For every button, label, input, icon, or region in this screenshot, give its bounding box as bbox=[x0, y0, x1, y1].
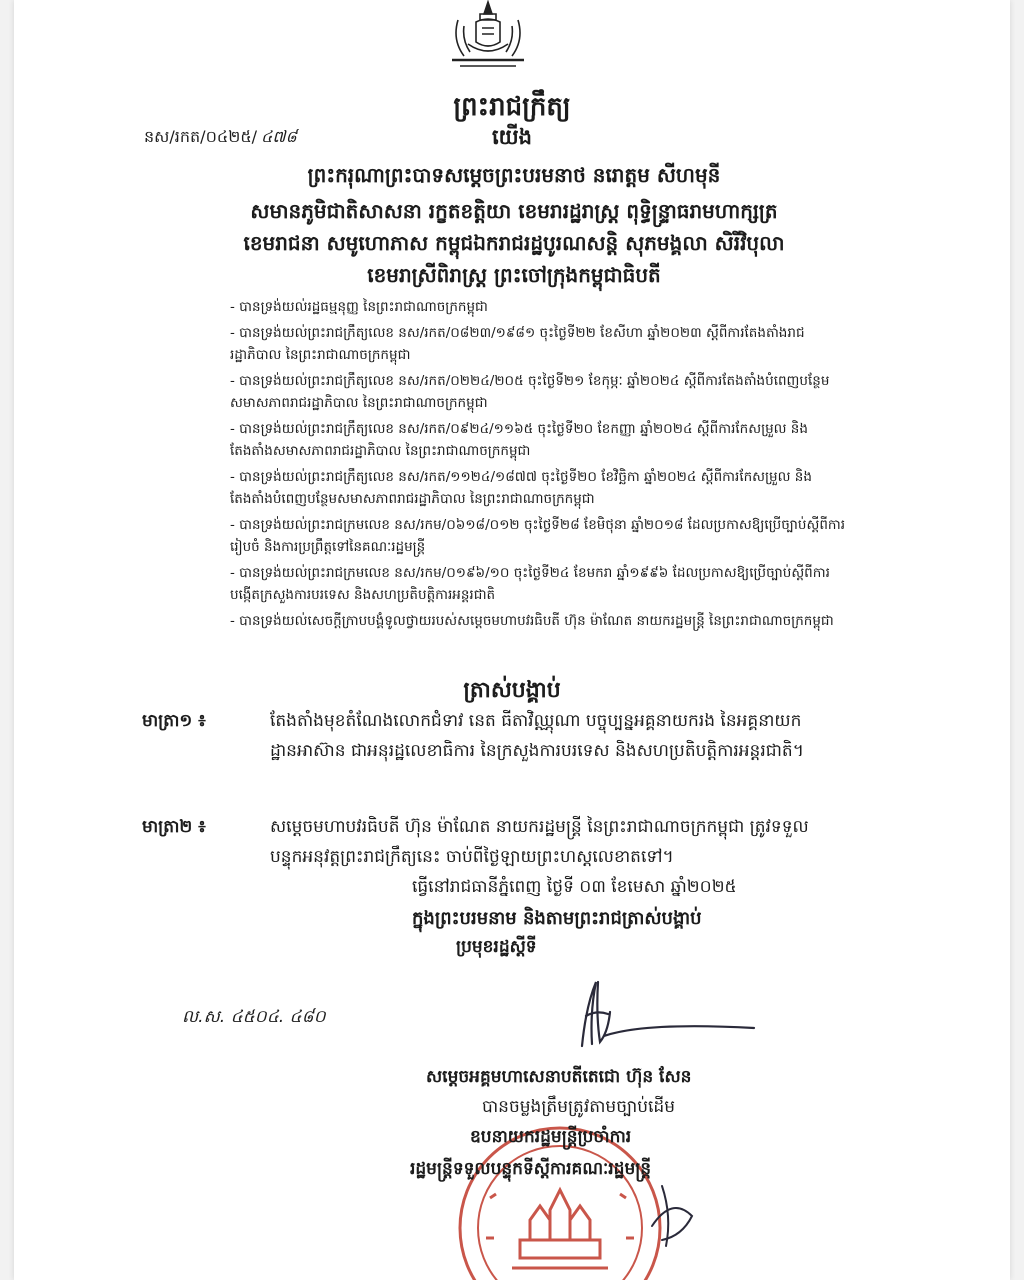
signing-authority-line-2: ប្រមុខរដ្ឋស្តីទី bbox=[456, 937, 537, 957]
royal-coat-of-arms-icon bbox=[438, 0, 538, 76]
recitals-list bbox=[230, 296, 850, 636]
certification-line: បានចម្លងត្រឹមត្រូវតាមច្បាប់ដើម bbox=[482, 1097, 675, 1117]
document-page bbox=[14, 0, 1010, 1280]
certifier-title-1: ឧបនាយករដ្ឋមន្ត្រីប្រចាំការ bbox=[470, 1127, 632, 1147]
recital-item: - បានទ្រង់យល់ព្រះរាជក្រមលេខ នស/រកម/០៦១៨/០១២ ចុះថ្ងៃទី២៨ ខែមិថុនា ឆ្នាំ២០១៨ ដែលប្រកាសឱ្យប្រើច្បាប់ស្តីពីការរៀបចំ និងការប្រព្រឹត្តទៅនៃគណៈរដ្ឋមន្ត្រី bbox=[230, 517, 846, 555]
article-text: សម្តេចមហាបវរធិបតី ហ៊ុន ម៉ាណែត នាយករដ្ឋមន្ត្រី នៃព្រះរាជាណាចក្រកម្ពុជា ត្រូវទទួលបន្ទុកអនុវត្តព្រះរាជក្រឹត្យនេះ ចាប់ពីថ្ងៃឡាយព្រះហស្តលេខាតទៅ។ bbox=[270, 817, 809, 867]
royal-title-line-1: ព្រះករុណាព្រះបាទសម្តេចព្រះបរមនាថ នរោត្តម សីហមុនី bbox=[307, 163, 721, 187]
recital-item: - បានទ្រង់យល់ព្រះរាជក្រឹត្យលេខ នស/រកត/០៩២៤/១១៦៥ ចុះថ្ងៃទី២០ ខែកញ្ញា ឆ្នាំ២០២៤ ស្តីពីការកែសម្រួល និងតែងតាំងសមាសភាពរាជរដ្ឋាភិបាល នៃព្រះរាជាណាចក្រកម្ពុជា bbox=[230, 421, 808, 459]
certifier-title-2: រដ្ឋមន្ត្រីទទួលបន្ទុកទីស្តីការគណៈរដ្ឋមន្ត្រី bbox=[410, 1159, 652, 1179]
royal-title-line-4: ខេមរាស្រីពិរាស្ត្រ ព្រះចៅក្រុងកម្ពុជាធិបតី bbox=[367, 263, 661, 287]
certifier-signature-icon bbox=[642, 1176, 732, 1256]
signatory-name: សម្តេចអគ្គមហាសេនាបតីតេជោ ហ៊ុន សែន bbox=[426, 1067, 692, 1087]
document-title: ព្រះរាជក្រឹត្យ bbox=[453, 92, 571, 122]
order-heading: ត្រាស់បង្គាប់ bbox=[463, 678, 561, 703]
recital-item: - បានទ្រង់យល់រដ្ឋធម្មនុញ្ញ នៃព្រះរាជាណាចក្រកម្ពុជា bbox=[230, 299, 488, 315]
article-text: តែងតាំងមុខតំណែងលោកជំទាវ នេត ធីតាវិឈ្ណុណា បច្ចុប្បន្នអគ្គនាយករង នៃអគ្គនាយកដ្ឋានអាស៊ាន ជាអនុរដ្ឋលេខាធិការ នៃក្រសួងការបរទេស និងសហប្រតិបត្តិការអន្តរជាតិ។ bbox=[270, 711, 804, 761]
signature-icon bbox=[564, 976, 764, 1056]
royal-title-line-2: សមានភូមិជាតិសាសនា រក្ខតខត្តិយា ខេមរារដ្ឋរាស្ត្រ ពុទ្ធិន្ទ្រាធរាមហាក្សត្រ bbox=[250, 199, 778, 223]
article-label: មាត្រា១ ៖ bbox=[142, 711, 206, 731]
recital-item: - បានទ្រង់យល់សេចក្តីក្រាបបង្គំទូលថ្វាយរបស់សម្តេចមហាបវរធិបតី ហ៊ុន ម៉ាណែត នាយករដ្ឋមន្ត្រី នៃព្រះរាជាណាចក្រកម្ពុជា bbox=[230, 613, 834, 629]
article-label: មាត្រា២ ៖ bbox=[142, 817, 206, 837]
royal-title-line-3: ខេមរាជនា សមូហោភាស កម្ពុជឯករាជរដ្ឋបូរណសន្តិ សុភមង្គលា សិរីវិបុលា bbox=[243, 231, 785, 255]
reference-number-printed: នស/រកត/០៤២៥/ bbox=[144, 127, 258, 146]
we-heading: យើង bbox=[492, 125, 532, 149]
recital-item: - បានទ្រង់យល់ព្រះរាជក្រឹត្យលេខ នស/រកត/០២២៤/២០៥ ចុះថ្ងៃទី២១ ខែកុម្ភៈ ឆ្នាំ២០២៤ ស្តីពីការតែងតាំងបំពេញបន្ថែមសមាសភាពរាជរដ្ឋាភិបាល នៃព្រះរាជាណាចក្រកម្ពុជា bbox=[230, 373, 830, 411]
reference-number-handwritten: ៤៧៨ bbox=[261, 127, 297, 146]
recital-item: - បានទ្រង់យល់ព្រះរាជក្រមលេខ នស/រកម/០១៩៦/១០ ចុះថ្ងៃទី២៤ ខែមករា ឆ្នាំ១៩៩៦ ដែលប្រកាសឱ្យប្រើច្បាប់ស្តីពីការបង្កើតក្រសួងការបរទេស និងសហប្រតិបត្តិការអន្តរជាតិ bbox=[230, 565, 830, 603]
signing-authority-line-1: ក្នុងព្រះបរមនាម និងតាមព្រះរាជត្រាស់បង្គាប់ bbox=[412, 908, 702, 929]
recital-item: - បានទ្រង់យល់ព្រះរាជក្រឹត្យលេខ នស/រកត/១១២៤/១៨៧៧ ចុះថ្ងៃទី២០ ខែវិច្ឆិកា ឆ្នាំ២០២៤ ស្តីពីការកែសម្រួល និងតែងតាំងបំពេញបន្ថែមសមាសភាពរាជរដ្ឋាភិបាល នៃព្រះរាជាណាចក្រកម្ពុជា bbox=[230, 469, 812, 507]
recital-item: - បានទ្រង់យល់ព្រះរាជក្រឹត្យលេខ នស/រកត/០៨២៣/១៩៨១ ចុះថ្ងៃទី២២ ខែសីហា ឆ្នាំ២០២៣ ស្តីពីការតែងតាំងរាជរដ្ឋាភិបាល នៃព្រះរាជាណាចក្រកម្ពុជា bbox=[230, 325, 805, 363]
article-1 bbox=[142, 706, 822, 766]
signing-place-date: ធ្វើនៅរាជធានីភ្នំពេញ ថ្ងៃទី ០៣ ខែមេសា ឆ្នាំ២០២៥ bbox=[412, 877, 737, 897]
handwritten-reference: ល.ស. ៤៥០៤. ៤៨០ bbox=[182, 1007, 326, 1027]
article-2 bbox=[142, 812, 822, 872]
